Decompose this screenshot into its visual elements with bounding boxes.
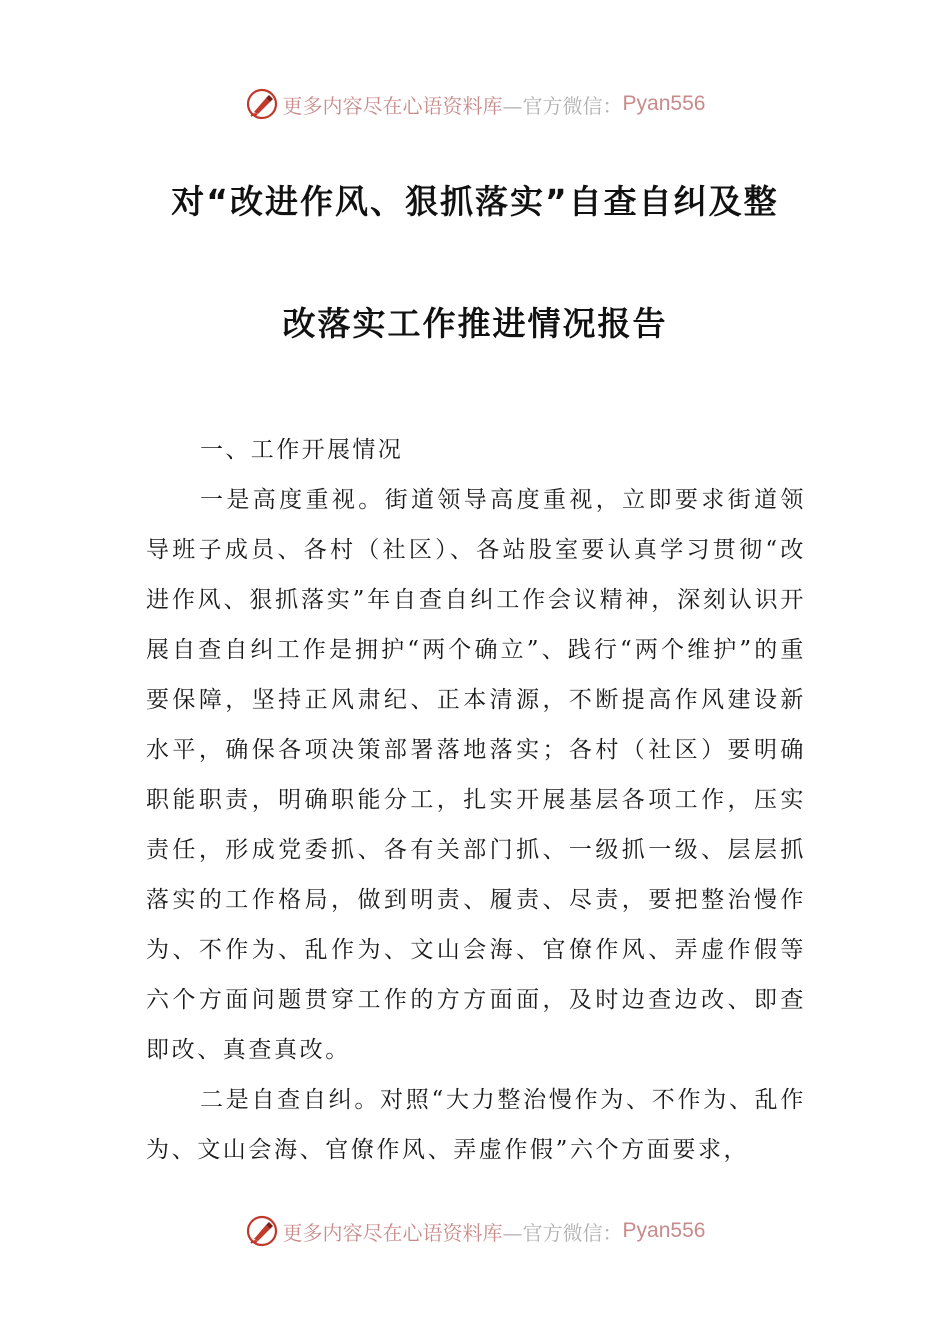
bottom-watermark-banner [0,1211,950,1251]
document-body [146,425,806,1175]
section-heading: 一、工作开展情况 [200,437,404,463]
paragraph-2: 二是自查自纠。对照“大力整治慢作为、不作为、乱作为、文山会海、官僚作风、弄虚作假”六个方面要求， [146,1087,806,1163]
document-title-line-1: 对“改进作风、狠抓落实”自查自纠及整 [171,182,779,221]
watermark-wechat-label: —官方微信： [502,93,623,118]
watermark-text: 更多内容尽在心语资料库 [282,93,503,118]
top-watermark-banner [0,84,950,124]
document-title-line-2: 改落实工作推进情况报告 [282,304,668,343]
watermark-wechat-id: Pyan556 [622,92,706,115]
watermark-text: 更多内容尽在心语资料库 [282,1220,503,1245]
pen-nib-logo-icon [245,87,279,121]
watermark-wechat-id: Pyan556 [622,1219,706,1242]
watermark-wechat-label: —官方微信： [502,1220,623,1245]
pen-nib-logo-icon [245,1214,279,1248]
paragraph-1: 一是高度重视。街道领导高度重视，立即要求街道领导班子成员、各村（社区）、各站股室要认真学习贯彻“改进作风、狠抓落实”年自查自纠工作会议精神，深刻认识开展自查自纠工作是拥护“两个确立”、践行“两个维护”的重要保障，坚持正风肃纪、正本清源，不断提高作风建设新水平，确保各项决策部署落地落实；各村（社区）要明确职能职责，明确职能分工，扎实开展基层各项工作，压实责任，形成党委抓、各有关部门抓、一级抓一级、层层抓落实的工作格局，做到明责、履责、尽责，要把整治慢作为、不作为、乱作为、文山会海、官僚作风、弄虚作假等六个方面问题贯穿工作的方方面面，及时边查边改、即查即改、真查真改。 [146,487,806,1063]
